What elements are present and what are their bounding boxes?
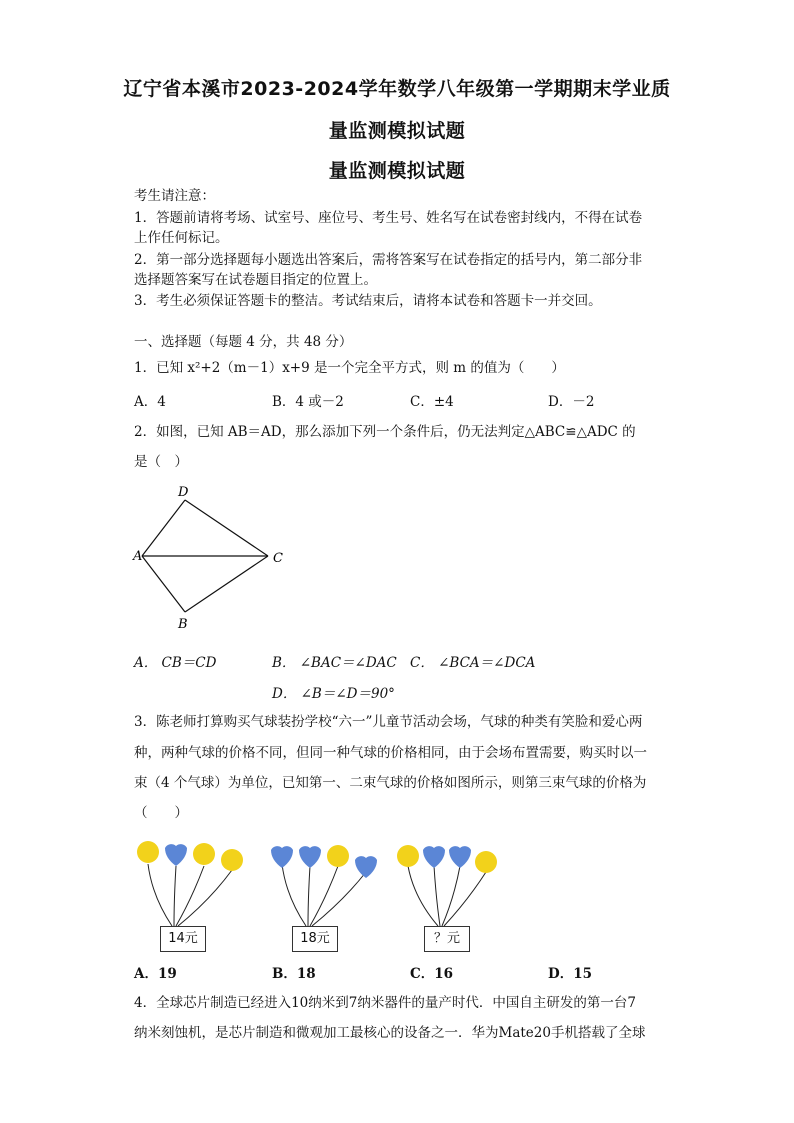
question-3-line-1: 3．陈老师打算购买气球装扮学校“六一”儿童节活动会场，气球的种类有笑脸和爱心两 [134, 714, 643, 730]
bunch-2 [271, 845, 377, 926]
q2-option-b[interactable]: B． ∠BAC＝∠DAC [272, 655, 397, 671]
smiley-balloon-icon [193, 843, 215, 865]
q1-option-c[interactable]: C．±4 [410, 394, 454, 410]
smiley-balloon-icon [137, 841, 159, 863]
label-d: D [178, 485, 189, 500]
label-c: C [273, 551, 283, 566]
heart-balloon-icon [165, 844, 187, 866]
question-4-line-1: 4．全球芯片制造已经进入10纳米到7纳米器件的量产时代．中国自主研发的第一台7 [134, 995, 636, 1011]
smiley-balloon-icon [327, 845, 349, 867]
notice-item-3: 3．考生必须保证答题卡的整洁。考试结束后，请将本试卷和答题卡一并交回。 [134, 293, 602, 309]
q2-option-a[interactable]: A． CB＝CD [134, 655, 217, 671]
question-3-line-3: 束（4 个气球）为单位，已知第一、二束气球的价格如图所示，则第三束气球的价格为 [134, 775, 647, 791]
smiley-balloon-icon [397, 845, 419, 867]
question-3-line-2: 种，两种气球的价格不同，但同一种气球的价格相同，由于会场布置需要，购买时以一 [134, 745, 647, 761]
q1-option-d[interactable]: D．－2 [548, 394, 595, 410]
question-2-text-cont: 是（ ） [134, 454, 188, 470]
question-2-text: 2．如图，已知 AB＝AD，那么添加下列一个条件后，仍无法判定△ABC≌△ADC 的 [134, 424, 636, 440]
question-1-text: 1．已知 x²+2（m－1）x+9 是一个完全平方式，则 m 的值为（ ） [134, 360, 565, 376]
q3-option-a[interactable]: A．19 [134, 966, 177, 982]
smiley-balloon-icon [221, 849, 243, 871]
notice-item-2-cont: 选择题答案写在试卷题目指定的位置上。 [134, 272, 377, 288]
segment-dc [185, 500, 268, 556]
q1-option-b[interactable]: B．4 或－2 [272, 394, 344, 410]
heart-balloon-icon [271, 846, 293, 868]
question-3-line-4: （ ） [134, 805, 188, 821]
q3-option-c[interactable]: C．16 [410, 966, 454, 982]
q2-option-c[interactable]: C． ∠BCA＝∠DCA [410, 655, 536, 671]
section-heading: 一、选择题（每题 4 分，共 48 分） [134, 334, 353, 350]
segment-ab [142, 556, 185, 612]
notice-item-1-cont: 上作任何标记。 [134, 230, 229, 246]
label-a: A [133, 549, 143, 564]
bunch-1 [137, 841, 243, 926]
notice-item-1: 1．答题前请将考场、试室号、座位号、考生号、姓名写在试卷密封线内，不得在试卷 [134, 210, 643, 226]
heart-balloon-icon [299, 846, 321, 868]
page-title-continued: 量监测模拟试题 [328, 120, 466, 142]
notice-heading: 考生请注意： [134, 188, 215, 204]
page-title: 辽宁省本溪市2023-2024学年数学八年级第一学期期末学业质 [123, 78, 671, 100]
heart-balloon-icon [355, 856, 377, 878]
heart-balloon-icon [449, 846, 471, 868]
q2-option-d[interactable]: D． ∠B＝∠D＝90° [272, 686, 395, 702]
bunch-2-price: 18元 [292, 926, 338, 952]
q1-option-a[interactable]: A．4 [134, 394, 166, 410]
bunch-3-price: ？元 [424, 926, 470, 952]
bunch-1-price: 14元 [160, 926, 206, 952]
segment-ad [142, 500, 185, 556]
smiley-balloon-icon [475, 851, 497, 873]
heart-balloon-icon [423, 846, 445, 868]
question-4-line-2: 纳米刻蚀机，是芯片制造和微观加工最核心的设备之一．华为Mate20手机搭载了全球 [134, 1025, 646, 1041]
bunch-3 [397, 845, 497, 926]
page-title-repeat: 量监测模拟试题 [328, 160, 466, 182]
notice-item-2: 2．第一部分选择题每小题选出答案后，需将答案写在试卷指定的括号内，第二部分非 [134, 252, 643, 268]
label-b: B [178, 617, 188, 632]
segment-bc [185, 556, 268, 612]
q3-option-d[interactable]: D．15 [548, 966, 592, 982]
q3-option-b[interactable]: B．18 [272, 966, 316, 982]
quadrilateral-figure [128, 478, 298, 638]
